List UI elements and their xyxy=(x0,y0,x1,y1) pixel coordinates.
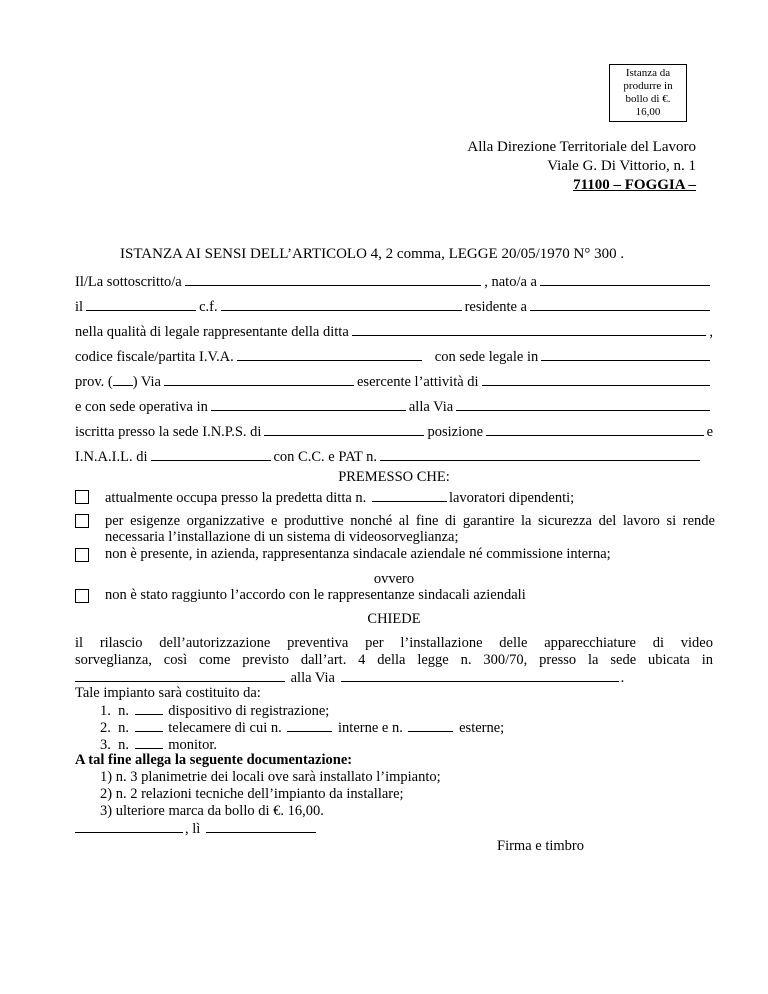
address-line-2: Viale G. Di Vittorio, n. 1 xyxy=(547,158,696,174)
form-line-3 xyxy=(75,323,713,343)
field-posizione[interactable] xyxy=(486,423,704,436)
allega-item-2: 2) n. 2 relazioni tecniche dell’impianto da installare; xyxy=(100,786,404,802)
label-nato: , nato/a a xyxy=(484,274,537,290)
label-sede-operativa: e con sede operativa in xyxy=(75,399,208,415)
stamp-line-2: produrre in xyxy=(623,80,673,92)
field-birthdate[interactable] xyxy=(86,298,196,311)
place-date-line xyxy=(75,820,318,838)
chiede-line-2: sorveglianza, così come previsto dall’art. 4 della legge n. 300/70, presso la sede ubicata in xyxy=(75,652,713,668)
form-line-5 xyxy=(75,373,713,393)
impianto-item-2 xyxy=(100,719,504,737)
field-via-operativa[interactable] xyxy=(456,398,710,411)
field-piva[interactable] xyxy=(237,348,422,361)
label-attivita: esercente l’attività di xyxy=(356,374,479,390)
field-telecamere[interactable] xyxy=(135,719,163,732)
field-sede-ubicata[interactable] xyxy=(75,669,285,682)
label-legale-rappresentante: nella qualità di legale rappresentante della ditta xyxy=(75,324,349,340)
form-line-8 xyxy=(75,448,703,468)
impianto-item-2-n: n. xyxy=(118,720,129,736)
premesso-item-1-text: attualmente occupa presso la predetta ditta n. xyxy=(105,490,367,506)
stamp-line-4: 16,00 xyxy=(635,106,661,118)
field-inail[interactable] xyxy=(151,448,271,461)
impianto-item-3-num: 3. xyxy=(100,737,111,753)
field-monitor[interactable] xyxy=(135,736,163,749)
allega-item-3: 3) ulteriore marca da bollo di €. 16,00. xyxy=(100,803,324,819)
label-chiede-period: . xyxy=(620,670,625,686)
form-line-6 xyxy=(75,398,713,418)
premesso-item-3: non è presente, in azienda, rappresentanza sindacale aziendale né commissione interna; xyxy=(105,546,611,562)
allega-heading: A tal fine allega la seguente documentazione: xyxy=(75,752,353,768)
impianto-item-1-num: 1. xyxy=(100,703,111,719)
impianto-item-2-interne: interne e n. xyxy=(338,720,403,736)
checkbox-1[interactable] xyxy=(75,490,89,504)
stamp-line-1: Istanza da xyxy=(625,67,671,79)
impianto-item-3-n: n. xyxy=(118,737,129,753)
label-comma: , xyxy=(709,324,713,340)
label-prov: prov. ( xyxy=(75,374,113,390)
field-sede-legale[interactable] xyxy=(541,348,710,361)
impianto-item-2-esterne: esterne; xyxy=(459,720,505,736)
label-codice-fiscale-piva: codice fiscale/partita I.V.A. xyxy=(75,349,234,365)
field-via[interactable] xyxy=(164,373,354,386)
label-posizione: posizione xyxy=(427,424,484,440)
field-ditta[interactable] xyxy=(352,323,707,336)
field-lavoratori[interactable] xyxy=(372,489,447,502)
field-interne[interactable] xyxy=(287,719,332,732)
field-data[interactable] xyxy=(206,820,316,833)
allega-item-1: 1) n. 3 planimetrie dei locali ove sarà installato l’impianto; xyxy=(100,769,441,785)
label-pat: con C.C. e PAT n. xyxy=(273,449,378,465)
stamp-line-3: bollo di €. xyxy=(625,93,671,105)
impianto-item-1 xyxy=(100,702,329,720)
label-residente: residente a xyxy=(464,299,527,315)
checkbox-4[interactable] xyxy=(75,589,89,603)
impianto-item-2-num: 2. xyxy=(100,720,111,736)
impianto-item-3-text: monitor. xyxy=(168,737,217,753)
form-line-1 xyxy=(75,273,713,293)
revenue-stamp-box xyxy=(609,64,687,122)
form-line-2 xyxy=(75,298,713,318)
field-luogo[interactable] xyxy=(75,820,183,833)
premesso-item-1-end: lavoratori dipendenti; xyxy=(448,490,575,506)
signature-label: Firma e timbro xyxy=(497,838,584,854)
impianto-item-1-n: n. xyxy=(118,703,129,719)
address-line-3: 71100 – FOGGIA – xyxy=(573,177,696,193)
field-codice-fiscale[interactable] xyxy=(221,298,462,311)
field-birthplace[interactable] xyxy=(540,273,710,286)
chiede-heading: CHIEDE xyxy=(367,611,421,627)
form-line-4 xyxy=(75,348,713,368)
label-inps: iscritta presso la sede I.N.P.S. di xyxy=(75,424,262,440)
checkbox-2[interactable] xyxy=(75,514,89,528)
label-inail: I.N.A.I.L. di xyxy=(75,449,148,465)
field-sede-operativa[interactable] xyxy=(211,398,406,411)
label-chiede-via: alla Via xyxy=(290,670,335,686)
document-title: ISTANZA AI SENSI DELL’ARTICOLO 4, 2 comma, LEGGE 20/05/1970 N° 300 . xyxy=(120,246,625,262)
address-line-1: Alla Direzione Territoriale del Lavoro xyxy=(467,139,696,155)
premesso-item-1 xyxy=(105,489,715,506)
field-dispositivi[interactable] xyxy=(135,702,163,715)
ovvero-text: ovvero xyxy=(373,571,415,587)
premesso-item-4: non è stato raggiunto l’accordo con le rappresentanze sindacali aziendali xyxy=(105,587,526,603)
form-line-7 xyxy=(75,423,713,443)
field-chiede-via[interactable] xyxy=(341,669,619,682)
premesso-heading: PREMESSO CHE: xyxy=(338,469,450,485)
label-e: e xyxy=(706,424,713,440)
label-cf: c.f. xyxy=(199,299,218,315)
label-alla-via: alla Via xyxy=(408,399,454,415)
impianto-item-1-text: dispositivo di registrazione; xyxy=(168,703,330,719)
field-residence[interactable] xyxy=(530,298,710,311)
field-name[interactable] xyxy=(185,273,482,286)
label-sede-legale: con sede legale in xyxy=(434,349,539,365)
impianto-item-2-text: telecamere di cui n. xyxy=(168,720,282,736)
premesso-item-2: per esigenze organizzative e produttive nonché al fine di garantire la sicurezza del lavoro si rende necessaria l’installazione di un sistema di videosorveglianza; xyxy=(105,513,715,545)
chiede-line-1: il rilascio dell’autorizzazione preventiva per l’installazione delle apparecchiature di video xyxy=(75,635,713,651)
field-attivita[interactable] xyxy=(482,373,710,386)
impianto-intro: Tale impianto sarà costituito da: xyxy=(75,685,261,701)
field-esterne[interactable] xyxy=(408,719,453,732)
field-prov[interactable] xyxy=(113,373,133,386)
field-pat[interactable] xyxy=(380,448,700,461)
checkbox-3[interactable] xyxy=(75,548,89,562)
field-inps[interactable] xyxy=(264,423,424,436)
label-il: il xyxy=(75,299,84,315)
label-li: , lì xyxy=(185,821,201,837)
label-sottoscritto: Il/La sottoscritto/a xyxy=(75,274,182,290)
label-via: ) Via xyxy=(132,374,161,390)
